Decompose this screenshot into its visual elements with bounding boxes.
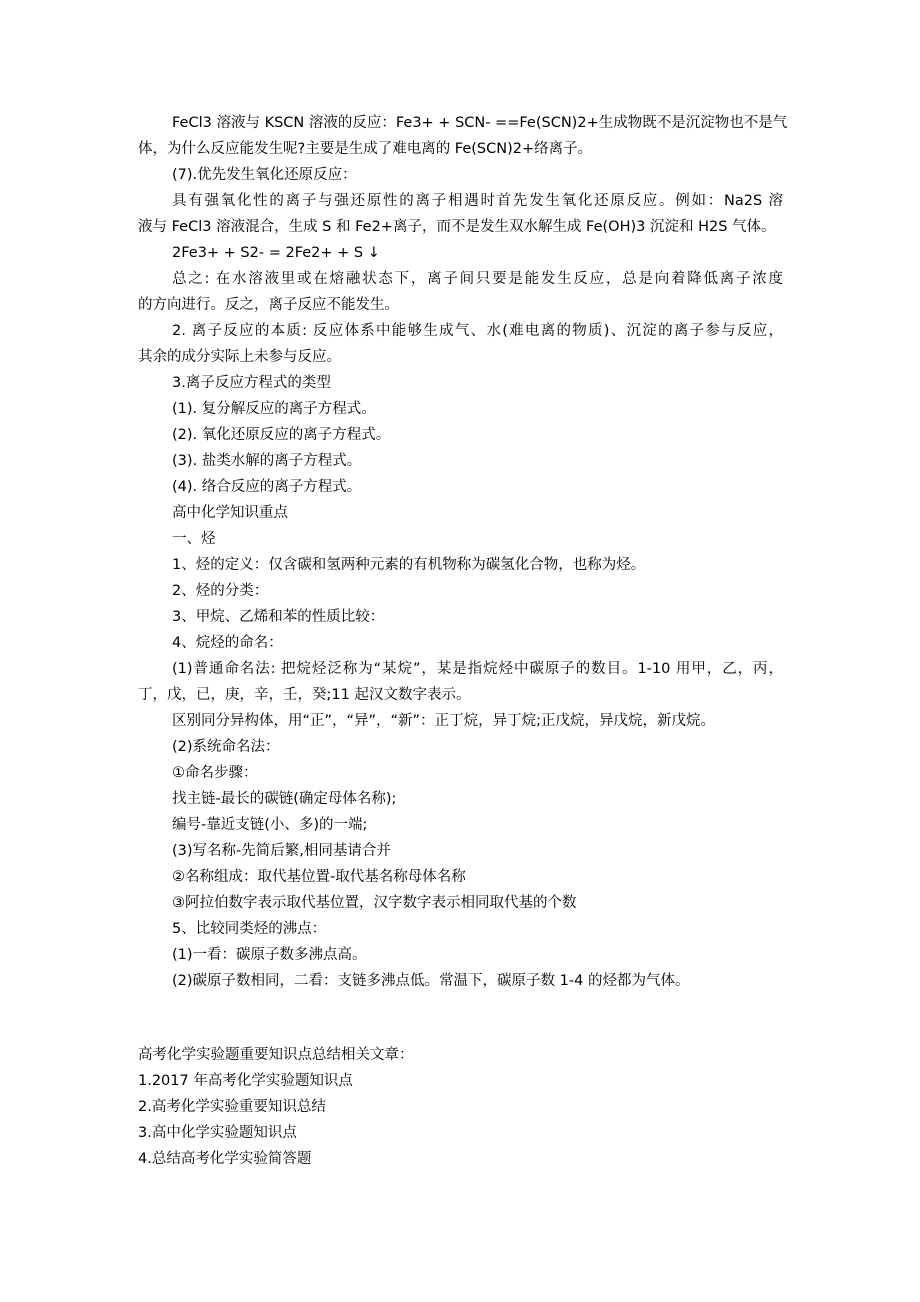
text-line: 4、烷烃的命名： — [172, 635, 283, 651]
section-gap — [138, 994, 783, 1042]
text-line: (1). 复分解反应的离子方程式。 — [172, 401, 376, 417]
text-line: 具有强氧化性的离子与强还原性的离子相遇时首先发生氧化还原反应。例如：Na2S 溶 — [172, 193, 783, 209]
text-line: 区别同分异构体，用“正”，“异”，“新”：正丁烷，异丁烷;正戊烷，异戊烷，新戊烷。 — [172, 713, 715, 729]
text-line: 2、烃的分类： — [172, 583, 269, 599]
text-line: 丁，戊，已，庚，辛，壬，癸;11 起汉文数字表示。 — [138, 687, 471, 703]
document-body — [138, 110, 788, 1172]
related-article-link[interactable]: 2.高考化学实验重要知识总结 — [138, 1099, 326, 1115]
text-line: 的方向进行。反之，离子反应不能发生。 — [138, 297, 399, 313]
related-articles-list — [138, 1068, 783, 1172]
text-line: (2). 氧化还原反应的离子方程式。 — [172, 427, 391, 443]
text-line: ③阿拉伯数字表示取代基位置，汉字数字表示相同取代基的个数 — [172, 895, 577, 911]
text-line: 总之: 在水溶液里或在熔融状态下，离子间只要是能发生反应，总是向着降低离子浓度 — [172, 271, 783, 287]
text-line: (3). 盐类水解的离子方程式。 — [172, 453, 362, 469]
text-line: 体，为什么反应能发生呢?主要是生成了难电离的 Fe(SCN)2+络离子。 — [138, 141, 593, 157]
text-line: 其余的成分实际上未参与反应。 — [138, 349, 341, 365]
text-line: (2)系统命名法： — [172, 739, 280, 755]
text-line: 1、烃的定义：仅含碳和氢两种元素的有机物称为碳氢化合物，也称为烃。 — [172, 557, 646, 573]
related-article-link[interactable]: 3.高中化学实验题知识点 — [138, 1125, 297, 1141]
text-line: 高中化学知识重点 — [172, 505, 288, 521]
text-line: ②名称组成：取代基位置-取代基名称母体名称 — [172, 869, 466, 885]
text-line: 2. 离子反应的本质: 反应体系中能够生成气、水(难电离的物质)、沉淀的离子参与反应， — [172, 323, 783, 339]
paragraph-list — [138, 110, 788, 994]
related-article-link[interactable]: 4.总结高考化学实验简答题 — [138, 1151, 312, 1167]
text-line: 5、比较同类烃的沸点： — [172, 921, 327, 937]
text-line: (4). 络合反应的离子方程式。 — [172, 479, 362, 495]
text-line: 3.离子反应方程式的类型 — [172, 375, 331, 391]
text-line: (2)碳原子数相同，二看：支链多沸点低。常温下，碳原子数 1-4 的烃都为气体。 — [172, 973, 690, 989]
text-line: (7).优先发生氧化还原反应： — [172, 167, 357, 183]
text-line: 一、烃 — [172, 531, 216, 547]
related-article-link[interactable]: 1.2017 年高考化学实验题知识点 — [138, 1073, 353, 1089]
text-line: (3)写名称-先简后繁,相同基请合并 — [172, 843, 391, 859]
text-line: 编号-靠近支链(小、多)的一端; — [172, 817, 368, 833]
related-articles-title: 高考化学实验题重要知识点总结相关文章： — [138, 1047, 414, 1063]
text-line: 液与 FeCl3 溶液混合，生成 S 和 Fe2+离子，而不是发生双水解生成 Fe(OH)3 沉淀和 H2S 气体。 — [138, 219, 776, 235]
text-line: (1)普通命名法: 把烷烃泛称为“某烷”，某是指烷烃中碳原子的数目。1-10 用甲，乙，丙， — [172, 661, 783, 677]
text-line: (1)一看：碳原子数多沸点高。 — [172, 947, 367, 963]
text-line: 3、甲烷、乙烯和苯的性质比较： — [172, 609, 385, 625]
text-line: 2Fe3+ + S2- = 2Fe2+ + S ↓ — [172, 245, 380, 261]
text-line: 找主链-最长的碳链(确定母体名称); — [172, 791, 397, 807]
text-line: ①命名步骤： — [172, 765, 258, 781]
text-line: FeCl3 溶液与 KSCN 溶液的反应：Fe3+ + SCN- ==Fe(SCN)2+生成物既不是沉淀物也不是气 — [172, 115, 788, 131]
